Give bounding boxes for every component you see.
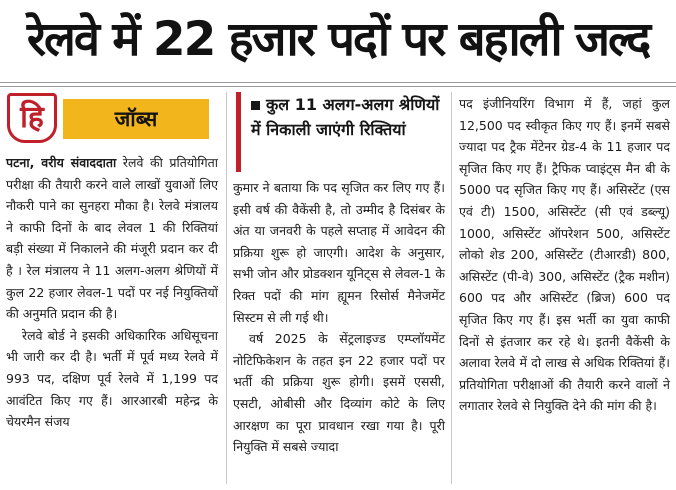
article-column-2: [233, 177, 445, 458]
subheadline: [236, 92, 450, 172]
headline-rule: [0, 82, 676, 83]
section-label-banner: जॉब्स: [63, 99, 209, 139]
column3-para1: पद इंजीनियरिंग विभाग में हैं, जहां कुल 12,500 पद स्वीकृत किए गए हैं। इनमें सबसे ज्यादा पद ट्रैक मेंटेनर ग्रेड-4 के 11 हजार पद सृजित किए गए हैं। ट्रैफिक प्वाइंट्स मैन बी के 5000 पद सृजित किए गए हैं। असिस्टेंट (एस एवं टी) 1500, असिस्टेंट (सी एवं डब्ल्यू) 1000, असिस्टेंट ऑपरेशन 500, असिस्टेंट लोको शेड 200, असिस्टेंट (टीआरडी) 800, असिस्टेंट (पी-वे) 300, असिस्टेंट (ट्रैक मशीन) 600 पद और असिस्टेंट (ब्रिज) 600 पद सृजित किए गए हैं। इस भर्ती का युवा काफी दिनों से इंतजार कर रहे थे। इतनी वैकेंसी के अलावा रेलवे में दो लाख से अधिक रिक्तियां हैं। प्रतियोगिता परीक्षाओं की तैयारी करने वालों ने लगातार रेलवे से नियुक्ति देने की मांग की है।: [459, 96, 670, 414]
column-divider: [226, 92, 227, 484]
subheadline-text: कुल 11 अलग-अलग श्रेणियों में निकाली जाएंगी रिक्तियां: [251, 95, 440, 139]
column2-para2: वर्ष 2025 के सेंट्रलाइज्ड एम्प्लॉयमेंट नोटिफिकेशन के तहत इन 22 हजार पदों पर भर्ती की प्रक्रिया शुरू होगी। इसमें एससी, एसटी, ओबीसी और दिव्यांग कोटे के लिए आरक्षण का पूरा प्रावधान रखा गया है। पूरी नियुक्ति में सबसे ज्यादा: [233, 331, 445, 455]
logo-glyph: हि: [20, 100, 44, 135]
column1-para2: रेलवे बोर्ड ने इसकी अधिकारिक अधिसूचना भी जारी कर दी है। भर्ती में पूर्व मध्य रेलवे में 993 पद, दक्षिण पूर्व रेलवे में 1,199 पद आवंटित किए गए हैं। आरआरबी महेन्द्र के चेयरमैन संजय: [6, 327, 218, 430]
article-column-1: [6, 152, 218, 433]
headline-rule-secondary: [0, 86, 676, 87]
column2-para1: कुमार ने बताया कि पद सृजित कर लिए गए हैं। इसी वर्ष की वैकेंसी है, तो उम्मीद है दिसंबर के अंत या जनवरी के पहले सप्ताह में आवेदन की प्रक्रिया शुरू हो जाएगी। आदेश के अनुसार, सभी जोन और प्रोडक्शन यूनिट्स से लेवल-1 के रिक्त पदों की मांग ह्यूमन रिसोर्स मैनेजमेंट सिस्टम से ली गई थी।: [233, 180, 445, 325]
newspaper-logo: [7, 93, 57, 143]
headline: रेलवे में 22 हजार पदों पर बहाली जल्द: [26, 11, 650, 67]
dateline: पटना, वरीय संवाददाता: [6, 155, 117, 170]
column1-para1: रेलवे की प्रतियोगिता परीक्षा की तैयारी करने वाले लाखों युवाओं लिए नौकरी पाने का सुनहरा मौका है। रेलवे मंत्रालय ने काफी दिनों के बाद लेवल 1 की रिक्तियां बड़ी संख्या में निकालने की मंजूरी प्रदान कर दी है । रेल मंत्रालय ने 11 अलग-अलग श्रेणियों में कुल 22 हजार लेवल-1 पदों पर नई नियुक्तियों की अनुमति प्रदान की है।: [6, 155, 218, 322]
column-divider: [451, 92, 452, 484]
bullet-square-icon: [251, 101, 260, 110]
article-column-3: [459, 93, 670, 417]
